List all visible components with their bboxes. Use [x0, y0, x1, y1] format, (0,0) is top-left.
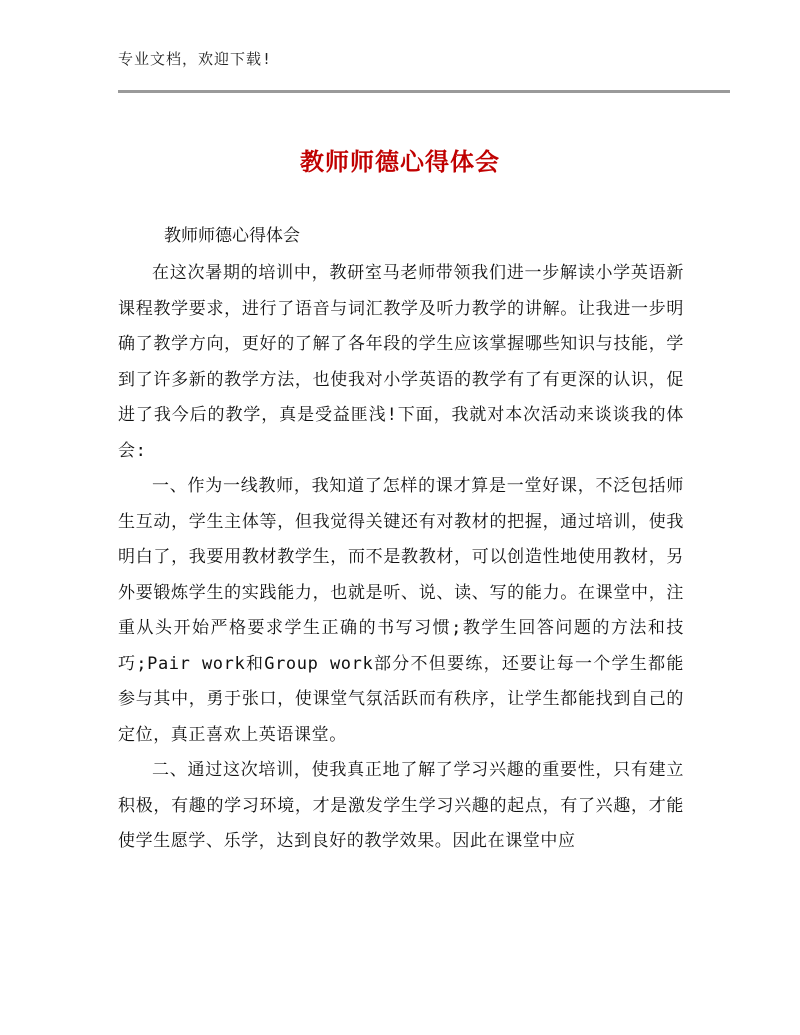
page-header-text: 专业文档，欢迎下载! [118, 50, 273, 68]
document-subtitle: 教师师德心得体会 [164, 226, 300, 246]
paragraph-point-two: 二、通过这次培训，使我真正地了解了学习兴趣的重要性，只有建立积极，有趣的学习环境，才是激发学生学习兴趣的起点，有了兴趣，才能使学生愿学、乐学，达到良好的教学效果。因此在课堂中应 [118, 760, 684, 851]
document-title: 教师师德心得体会 [300, 148, 500, 176]
header-divider [118, 90, 730, 93]
paragraph-point-one: 一、作为一线教师，我知道了怎样的课才算是一堂好课，不泛包括师生互动，学生主体等，但我觉得关键还有对教材的把握，通过培训，使我明白了，我要用教材教学生，而不是教教材，可以创造性地使用教材，另外要锻炼学生的实践能力，也就是听、说、读、写的能力。在课堂中，注重从头开始严格要求学生正确的书写习惯;教学生回答问题的方法和技巧;Pair work和Group work部分不但要练，还要让每一个学生都能参与其中，勇于张口，使课堂气氛活跃而有秩序，让学生都能找到自己的定位，真正喜欢上英语课堂。 [118, 476, 684, 745]
document-body [118, 256, 684, 860]
paragraph-intro: 在这次暑期的培训中，教研室马老师带领我们进一步解读小学英语新课程教学要求，进行了语音与词汇教学及听力教学的讲解。让我进一步明确了教学方向，更好的了解了各年段的学生应该掌握哪些知识与技能，学到了许多新的教学方法，也使我对小学英语的教学有了有更深的认识，促进了我今后的教学，真是受益匪浅!下面，我就对本次活动来谈谈我的体会: [118, 263, 684, 461]
